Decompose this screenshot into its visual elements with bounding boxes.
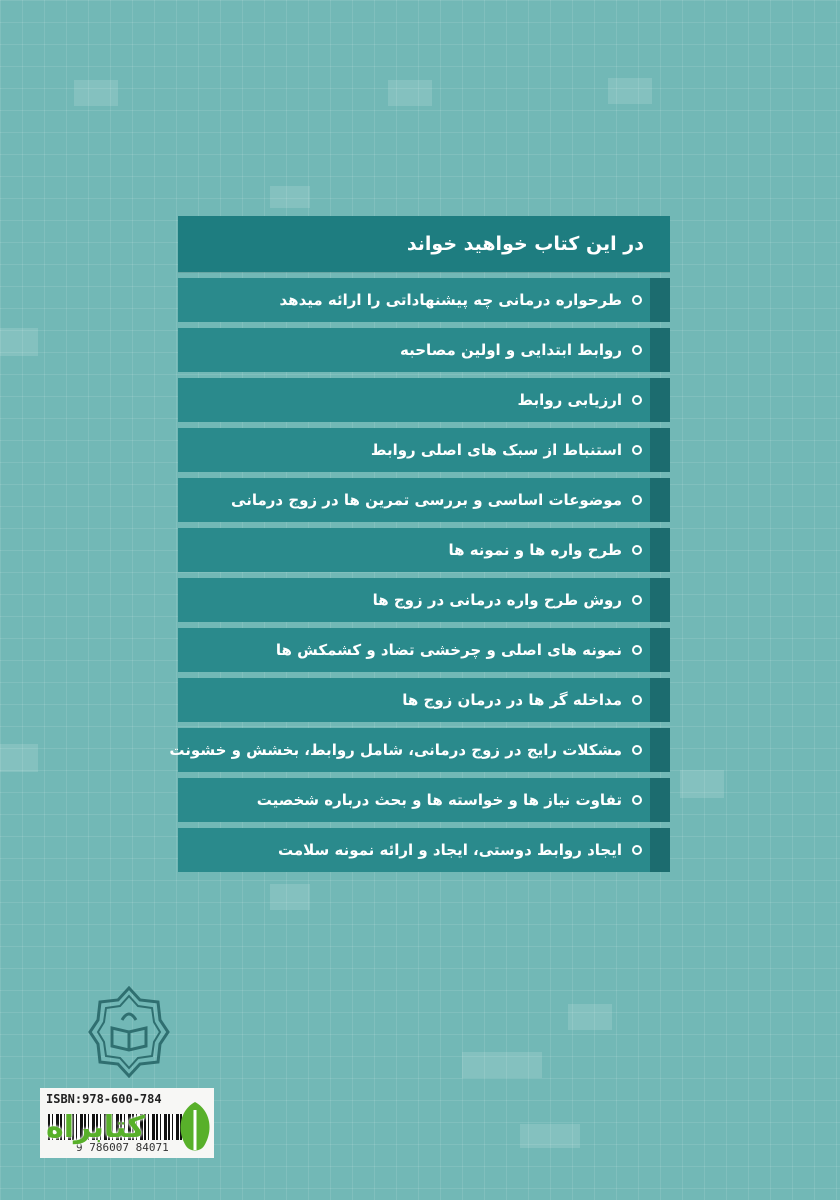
- background-tile: [520, 1124, 580, 1148]
- list-item: [178, 478, 670, 522]
- list-item: [169, 728, 670, 772]
- background-tile: [270, 884, 310, 910]
- background-tile: [0, 328, 38, 356]
- book-emblem-icon: [88, 986, 170, 1078]
- row-accent-bar: [650, 528, 670, 572]
- isbn-text: ISBN:978-600-784: [46, 1092, 162, 1106]
- bullet-icon: [632, 845, 642, 855]
- background-tile: [74, 80, 118, 106]
- background-tile: [680, 770, 724, 798]
- list-item: [178, 378, 670, 422]
- list-item-label: موضوعات اساسی و بررسی تمرین ها در زوج درمانی: [231, 491, 622, 509]
- bullet-icon: [632, 295, 642, 305]
- list-item-label: روابط ابتدایی و اولین مصاحبه: [400, 341, 622, 359]
- leaf-icon: [174, 1100, 216, 1156]
- brand-logo: [42, 1094, 212, 1160]
- background-tile: [0, 744, 38, 772]
- row-accent-bar: [650, 478, 670, 522]
- list-item-label: مشکلات رایج در زوج درمانی، شامل روابط، بخشش و خشونت: [169, 741, 622, 759]
- list-item-label: استنباط از سبک های اصلی روابط: [370, 441, 622, 459]
- bullet-icon: [632, 395, 642, 405]
- bullet-icon: [632, 745, 642, 755]
- background-tile: [462, 1052, 542, 1078]
- list-item-label: طرح واره ها و نمونه ها: [448, 541, 622, 559]
- list-item-label: تفاوت نیاز ها و خواسته ها و بحث درباره شخصیت: [256, 791, 622, 809]
- row-accent-bar: [650, 778, 670, 822]
- list-item-label: ارزیابی روابط: [517, 391, 622, 409]
- bullet-icon: [632, 795, 642, 805]
- row-accent-bar: [650, 828, 670, 872]
- list-item-label: نمونه های اصلی و چرخشی تضاد و کشمکش ها: [275, 641, 622, 659]
- bullet-icon: [632, 595, 642, 605]
- background-tile: [388, 80, 432, 106]
- panel-heading: در این کتاب خواهید خواند: [178, 216, 670, 272]
- bullet-icon: [632, 545, 642, 555]
- list-item: [178, 778, 670, 822]
- row-accent-bar: [650, 628, 670, 672]
- contents-panel: [169, 216, 670, 872]
- list-item-label: مداخله گر ها در درمان زوج ها: [402, 691, 622, 709]
- list-item: [178, 628, 670, 672]
- background-tile: [568, 1004, 612, 1030]
- barcode-number: 9 786007 84071: [76, 1141, 169, 1154]
- row-accent-bar: [650, 278, 670, 322]
- background-tile: [608, 78, 652, 104]
- bullet-icon: [632, 645, 642, 655]
- row-accent-bar: [650, 678, 670, 722]
- brand-name: کتابراه: [46, 1110, 145, 1145]
- row-accent-bar: [650, 728, 670, 772]
- list-item: [178, 678, 670, 722]
- list-item: [178, 428, 670, 472]
- contents-list: [169, 278, 670, 872]
- bullet-icon: [632, 495, 642, 505]
- bullet-icon: [632, 445, 642, 455]
- list-item: [178, 528, 670, 572]
- list-item-label: ایجاد روابط دوستی، ایجاد و ارائه نمونه سلامت: [277, 841, 622, 859]
- row-accent-bar: [650, 428, 670, 472]
- bullet-icon: [632, 695, 642, 705]
- list-item: [178, 828, 670, 872]
- row-accent-bar: [650, 378, 670, 422]
- bullet-icon: [632, 345, 642, 355]
- list-item-label: روش طرح واره درمانی در زوج ها: [372, 591, 622, 609]
- list-item: [178, 328, 670, 372]
- list-item: [178, 578, 670, 622]
- list-item: [178, 278, 670, 322]
- list-item-label: طرحواره درمانی چه پیشنهاداتی را ارائه میدهد: [279, 291, 622, 309]
- background-tile: [270, 186, 310, 208]
- row-accent-bar: [650, 328, 670, 372]
- row-accent-bar: [650, 578, 670, 622]
